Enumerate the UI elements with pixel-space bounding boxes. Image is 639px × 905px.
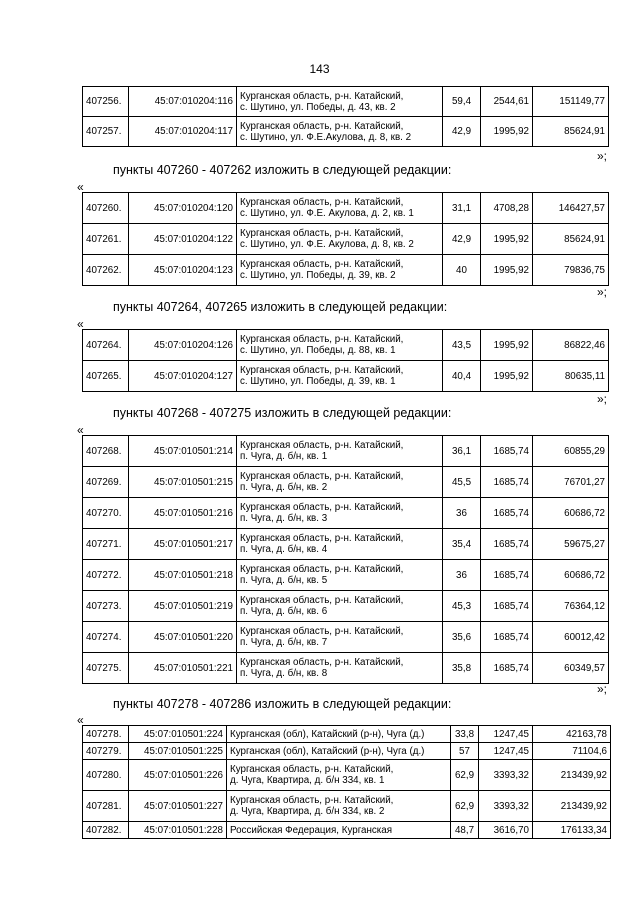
section-instruction: пункты 407268 - 407275 изложить в следующей редакции: bbox=[113, 406, 452, 420]
area-cell: 57 bbox=[451, 743, 479, 760]
closing-quote: »; bbox=[596, 285, 607, 299]
cadastral-number-cell: 45:07:010204:122 bbox=[129, 224, 237, 255]
address-cell bbox=[237, 255, 443, 286]
opening-quote: « bbox=[77, 180, 84, 194]
amendment-table bbox=[82, 435, 609, 684]
table-row bbox=[83, 467, 609, 498]
amount-cell: 60012,42 bbox=[533, 622, 609, 653]
rate-cell: 3393,32 bbox=[479, 791, 533, 822]
address-line-2: п. Чуга, д. б/н, кв. 6 bbox=[240, 606, 328, 617]
table-row bbox=[83, 498, 609, 529]
cadastral-number-cell: 45:07:010501:226 bbox=[129, 760, 227, 791]
cadastral-number-cell: 45:07:010501:224 bbox=[129, 726, 227, 743]
table-row bbox=[83, 255, 609, 286]
amount-cell: 60349,57 bbox=[533, 653, 609, 684]
address-cell bbox=[237, 330, 443, 361]
amount-cell: 76364,12 bbox=[533, 591, 609, 622]
item-number-cell: 407272. bbox=[83, 560, 129, 591]
address-line-2: п. Чуга, д. б/н, кв. 4 bbox=[240, 544, 328, 555]
area-cell: 35,6 bbox=[443, 622, 481, 653]
cadastral-number-cell: 45:07:010501:216 bbox=[129, 498, 237, 529]
address-cell bbox=[237, 193, 443, 224]
amount-cell: 85624,91 bbox=[533, 224, 609, 255]
section-instruction: пункты 407264, 407265 изложить в следующей редакции: bbox=[113, 300, 448, 314]
closing-quote: »; bbox=[596, 392, 607, 406]
cadastral-number-cell: 45:07:010501:219 bbox=[129, 591, 237, 622]
area-cell: 36,1 bbox=[443, 436, 481, 467]
cadastral-number-cell: 45:07:010501:228 bbox=[129, 822, 227, 839]
rate-cell: 3616,70 bbox=[479, 822, 533, 839]
item-number-cell: 407268. bbox=[83, 436, 129, 467]
rate-cell: 1685,74 bbox=[481, 436, 533, 467]
amount-cell: 151149,77 bbox=[533, 87, 609, 117]
address-line-1: Курганская область, р-н. Катайский, bbox=[240, 595, 404, 606]
table-row bbox=[83, 224, 609, 255]
cadastral-number-cell: 45:07:010204:116 bbox=[129, 87, 237, 117]
address-line-2: п. Чуга, д. б/н, кв. 5 bbox=[240, 575, 328, 586]
address-cell bbox=[227, 726, 451, 743]
cadastral-number-cell: 45:07:010501:214 bbox=[129, 436, 237, 467]
area-cell: 48,7 bbox=[451, 822, 479, 839]
amount-cell: 60686,72 bbox=[533, 498, 609, 529]
rate-cell: 2544,61 bbox=[481, 87, 533, 117]
area-cell: 42,9 bbox=[443, 224, 481, 255]
table-row bbox=[83, 743, 611, 760]
address-line-2: с. Шутино, ул. Ф.Е. Акулова, д. 8, кв. 2 bbox=[240, 239, 414, 250]
address-line-1: Курганская область, р-н. Катайский, bbox=[240, 365, 404, 376]
address-line-1: Курганская область, р-н. Катайский, bbox=[240, 228, 404, 239]
item-number-cell: 407274. bbox=[83, 622, 129, 653]
rate-cell: 1685,74 bbox=[481, 498, 533, 529]
address-cell bbox=[237, 498, 443, 529]
area-cell: 35,4 bbox=[443, 529, 481, 560]
section-instruction: пункты 407260 - 407262 изложить в следующей редакции: bbox=[113, 163, 452, 177]
address-line-2: с. Шутино, ул. Победы, д. 39, кв. 2 bbox=[240, 270, 396, 281]
opening-quote: « bbox=[77, 317, 84, 331]
address-line-1: Курганская область, р-н. Катайский, bbox=[240, 440, 404, 451]
rate-cell: 1995,92 bbox=[481, 361, 533, 392]
item-number-cell: 407273. bbox=[83, 591, 129, 622]
address-line-2: д. Чуга, Квартира, д. б/н 334, кв. 1 bbox=[230, 775, 385, 786]
amount-cell: 79836,75 bbox=[533, 255, 609, 286]
item-number-cell: 407269. bbox=[83, 467, 129, 498]
cadastral-number-cell: 45:07:010501:225 bbox=[129, 743, 227, 760]
address-line-1: Курганская область, р-н. Катайский, bbox=[240, 626, 404, 637]
table-row bbox=[83, 117, 609, 147]
table-row bbox=[83, 436, 609, 467]
address-line-1: Курганская область, р-н. Катайский, bbox=[240, 533, 404, 544]
address-line-1: Курганская (обл), Катайский (р-н), Чуга (д.) bbox=[230, 745, 425, 757]
item-number-cell: 407257. bbox=[83, 117, 129, 147]
address-line-1: Курганская область, р-н. Катайский, bbox=[240, 259, 404, 270]
section-instruction: пункты 407278 - 407286 изложить в следующей редакции: bbox=[113, 697, 452, 711]
rate-cell: 3393,32 bbox=[479, 760, 533, 791]
amount-cell: 213439,92 bbox=[533, 760, 611, 791]
address-line-2: п. Чуга, д. б/н, кв. 1 bbox=[240, 451, 328, 462]
item-number-cell: 407281. bbox=[83, 791, 129, 822]
rate-cell: 4708,28 bbox=[481, 193, 533, 224]
item-number-cell: 407275. bbox=[83, 653, 129, 684]
address-line-2: п. Чуга, д. б/н, кв. 3 bbox=[240, 513, 328, 524]
amendment-table bbox=[82, 86, 609, 147]
table-row bbox=[83, 622, 609, 653]
address-cell bbox=[237, 591, 443, 622]
item-number-cell: 407282. bbox=[83, 822, 129, 839]
table-row bbox=[83, 591, 609, 622]
rate-cell: 1685,74 bbox=[481, 591, 533, 622]
address-cell bbox=[237, 467, 443, 498]
amount-cell: 71104,6 bbox=[533, 743, 611, 760]
address-line-1: Курганская область, р-н. Катайский, bbox=[240, 471, 404, 482]
address-line-2: п. Чуга, д. б/н, кв. 2 bbox=[240, 482, 328, 493]
amount-cell: 80635,11 bbox=[533, 361, 609, 392]
cadastral-number-cell: 45:07:010204:126 bbox=[129, 330, 237, 361]
cadastral-number-cell: 45:07:010501:217 bbox=[129, 529, 237, 560]
item-number-cell: 407260. bbox=[83, 193, 129, 224]
amount-cell: 60686,72 bbox=[533, 560, 609, 591]
cadastral-number-cell: 45:07:010501:227 bbox=[129, 791, 227, 822]
rate-cell: 1247,45 bbox=[479, 743, 533, 760]
address-line-2: д. Чуга, Квартира, д. б/н 334, кв. 2 bbox=[230, 806, 385, 817]
table-row bbox=[83, 529, 609, 560]
rate-cell: 1685,74 bbox=[481, 529, 533, 560]
rate-cell: 1685,74 bbox=[481, 622, 533, 653]
table-row bbox=[83, 791, 611, 822]
amount-cell: 59675,27 bbox=[533, 529, 609, 560]
item-number-cell: 407271. bbox=[83, 529, 129, 560]
address-cell bbox=[237, 529, 443, 560]
area-cell: 45,5 bbox=[443, 467, 481, 498]
address-cell bbox=[237, 117, 443, 147]
rate-cell: 1995,92 bbox=[481, 117, 533, 147]
address-line-1: Курганская область, р-н. Катайский, bbox=[240, 334, 404, 345]
table-row bbox=[83, 560, 609, 591]
address-cell bbox=[227, 743, 451, 760]
cadastral-number-cell: 45:07:010204:123 bbox=[129, 255, 237, 286]
area-cell: 33,8 bbox=[451, 726, 479, 743]
rate-cell: 1685,74 bbox=[481, 653, 533, 684]
item-number-cell: 407264. bbox=[83, 330, 129, 361]
table-row bbox=[83, 822, 611, 839]
rate-cell: 1685,74 bbox=[481, 560, 533, 591]
amount-cell: 60855,29 bbox=[533, 436, 609, 467]
area-cell: 40,4 bbox=[443, 361, 481, 392]
item-number-cell: 407279. bbox=[83, 743, 129, 760]
area-cell: 40 bbox=[443, 255, 481, 286]
opening-quote: « bbox=[77, 713, 84, 727]
address-line-2: с. Шутино, ул. Ф.Е.Акулова, д. 8, кв. 2 bbox=[240, 131, 412, 143]
address-cell bbox=[237, 361, 443, 392]
address-line-1: Курганская область, р-н. Катайский, bbox=[240, 120, 404, 132]
address-line-1: Курганская область, р-н. Катайский, bbox=[240, 197, 404, 208]
item-number-cell: 407278. bbox=[83, 726, 129, 743]
address-cell bbox=[237, 622, 443, 653]
address-cell bbox=[237, 224, 443, 255]
page-number: 143 bbox=[309, 62, 330, 76]
opening-quote: « bbox=[77, 423, 84, 437]
rate-cell: 1995,92 bbox=[481, 330, 533, 361]
address-line-2: п. Чуга, д. б/н, кв. 8 bbox=[240, 668, 328, 679]
item-number-cell: 407265. bbox=[83, 361, 129, 392]
rate-cell: 1247,45 bbox=[479, 726, 533, 743]
address-line-1: Курганская область, р-н. Катайский, bbox=[230, 764, 394, 775]
table-row bbox=[83, 726, 611, 743]
area-cell: 42,9 bbox=[443, 117, 481, 147]
amount-cell: 42163,78 bbox=[533, 726, 611, 743]
table-row bbox=[83, 760, 611, 791]
item-number-cell: 407280. bbox=[83, 760, 129, 791]
amount-cell: 76701,27 bbox=[533, 467, 609, 498]
area-cell: 59,4 bbox=[443, 87, 481, 117]
cadastral-number-cell: 45:07:010501:220 bbox=[129, 622, 237, 653]
table-row bbox=[83, 361, 609, 392]
amount-cell: 176133,34 bbox=[533, 822, 611, 839]
address-cell bbox=[227, 760, 451, 791]
area-cell: 62,9 bbox=[451, 760, 479, 791]
address-cell bbox=[227, 791, 451, 822]
area-cell: 62,9 bbox=[451, 791, 479, 822]
address-line-2: с. Шутино, ул. Победы, д. 88, кв. 1 bbox=[240, 345, 396, 356]
address-cell bbox=[237, 653, 443, 684]
address-cell bbox=[237, 560, 443, 591]
area-cell: 35,8 bbox=[443, 653, 481, 684]
cadastral-number-cell: 45:07:010501:215 bbox=[129, 467, 237, 498]
address-cell bbox=[237, 436, 443, 467]
address-cell bbox=[227, 822, 451, 839]
item-number-cell: 407256. bbox=[83, 87, 129, 117]
cadastral-number-cell: 45:07:010204:117 bbox=[129, 117, 237, 147]
address-cell bbox=[237, 87, 443, 117]
table-row bbox=[83, 653, 609, 684]
table-row bbox=[83, 330, 609, 361]
address-line-2: с. Шутино, ул. Ф.Е. Акулова, д. 2, кв. 1 bbox=[240, 208, 414, 219]
amount-cell: 86822,46 bbox=[533, 330, 609, 361]
cadastral-number-cell: 45:07:010204:120 bbox=[129, 193, 237, 224]
address-line-1: Курганская область, р-н. Катайский, bbox=[240, 657, 404, 668]
area-cell: 36 bbox=[443, 560, 481, 591]
area-cell: 45,3 bbox=[443, 591, 481, 622]
table-row bbox=[83, 193, 609, 224]
item-number-cell: 407261. bbox=[83, 224, 129, 255]
address-line-1: Курганская область, р-н. Катайский, bbox=[240, 502, 404, 513]
address-line-2: с. Шутино, ул. Победы, д. 39, кв. 1 bbox=[240, 376, 396, 387]
address-line-1: Курганская (обл), Катайский (р-н), Чуга (д.) bbox=[230, 728, 425, 740]
address-line-2: с. Шутино, ул. Победы, д. 43, кв. 2 bbox=[240, 101, 396, 113]
cadastral-number-cell: 45:07:010204:127 bbox=[129, 361, 237, 392]
amendment-table bbox=[82, 329, 609, 392]
area-cell: 31,1 bbox=[443, 193, 481, 224]
item-number-cell: 407270. bbox=[83, 498, 129, 529]
item-number-cell: 407262. bbox=[83, 255, 129, 286]
address-line-1: Российская Федерация, Курганская bbox=[230, 824, 393, 836]
rate-cell: 1995,92 bbox=[481, 224, 533, 255]
address-line-2: п. Чуга, д. б/н, кв. 7 bbox=[240, 637, 328, 648]
cadastral-number-cell: 45:07:010501:218 bbox=[129, 560, 237, 591]
address-line-1: Курганская область, р-н. Катайский, bbox=[240, 90, 404, 102]
address-line-1: Курганская область, р-н. Катайский, bbox=[240, 564, 404, 575]
table-row bbox=[83, 87, 609, 117]
amount-cell: 213439,92 bbox=[533, 791, 611, 822]
address-line-1: Курганская область, р-н. Катайский, bbox=[230, 795, 394, 806]
amount-cell: 146427,57 bbox=[533, 193, 609, 224]
closing-quote: »; bbox=[596, 682, 607, 696]
closing-quote: »; bbox=[596, 149, 607, 163]
amendment-table bbox=[82, 192, 609, 286]
amount-cell: 85624,91 bbox=[533, 117, 609, 147]
rate-cell: 1685,74 bbox=[481, 467, 533, 498]
cadastral-number-cell: 45:07:010501:221 bbox=[129, 653, 237, 684]
area-cell: 36 bbox=[443, 498, 481, 529]
area-cell: 43,5 bbox=[443, 330, 481, 361]
rate-cell: 1995,92 bbox=[481, 255, 533, 286]
amendment-table bbox=[82, 725, 611, 839]
